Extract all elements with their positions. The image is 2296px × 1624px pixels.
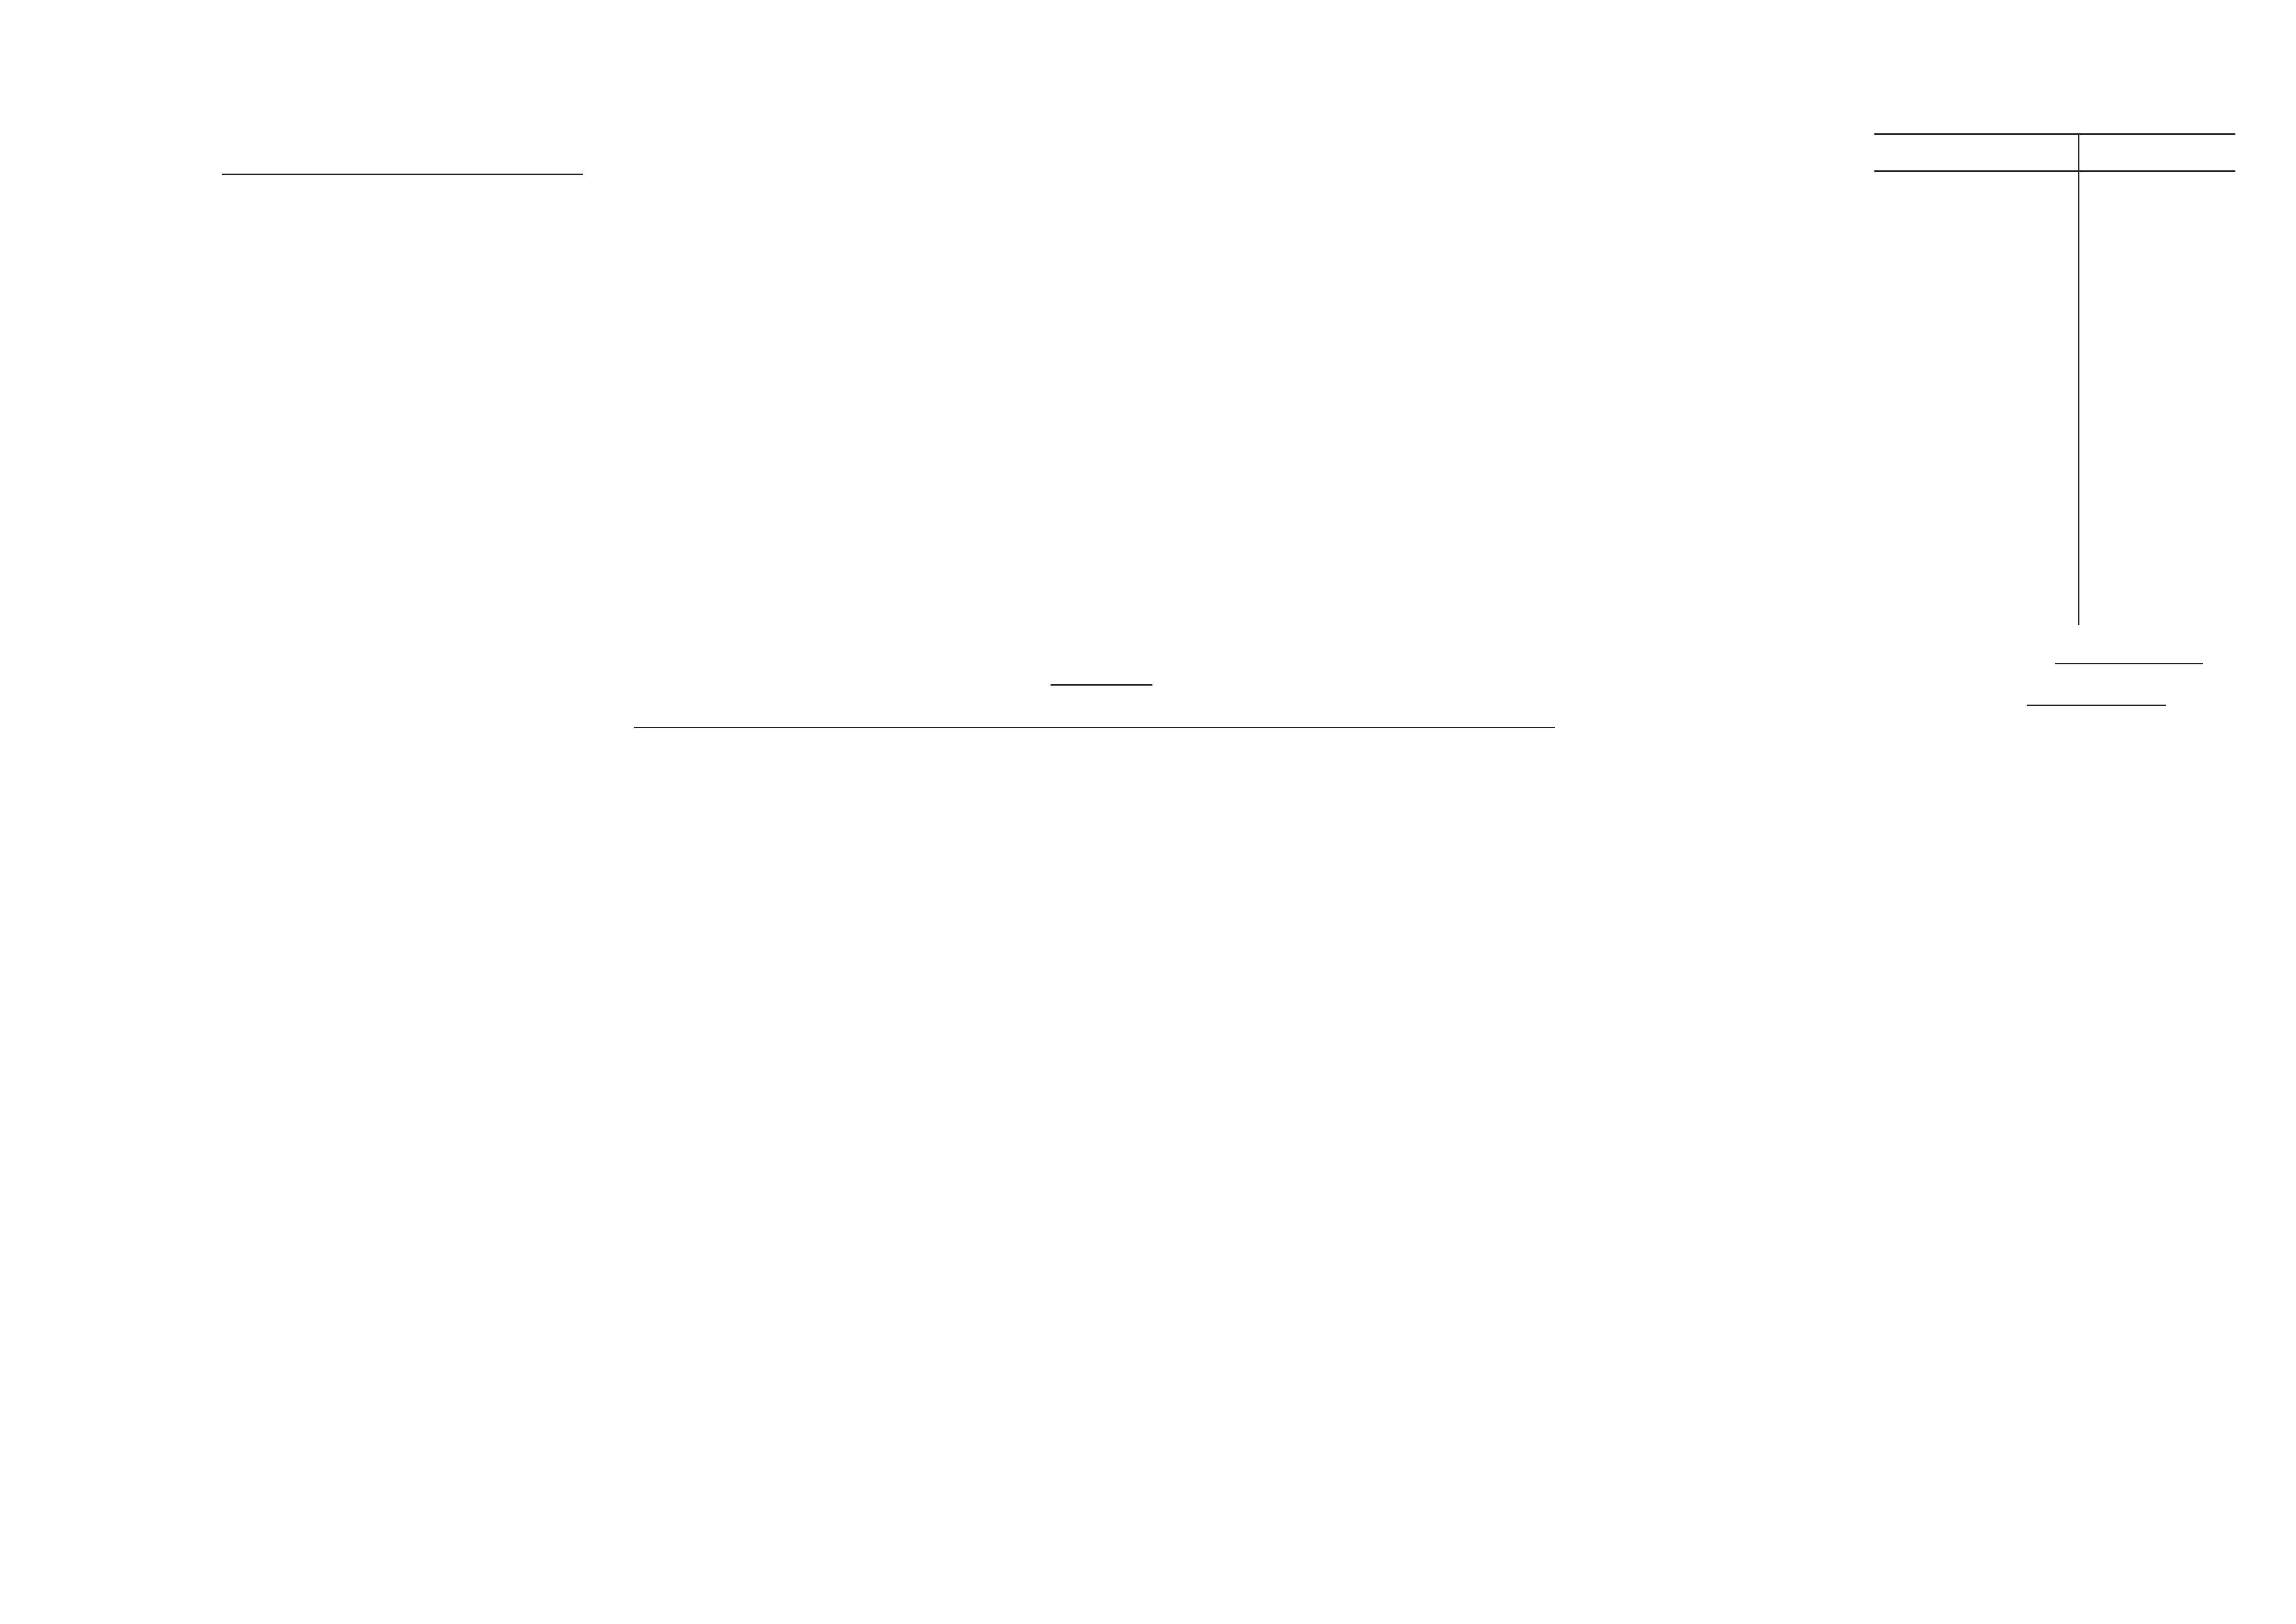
codes-top-line: [1874, 133, 2235, 135]
spec-number-line: [1051, 684, 1152, 686]
total-sheets-line: [2055, 663, 2203, 664]
chief-line: [222, 174, 583, 175]
document-code: [97, 56, 111, 85]
codes-form-line: [1874, 170, 2235, 172]
sheet-line: [2027, 705, 2166, 706]
spec-subject-line: [634, 727, 1555, 728]
codes-divider: [2078, 134, 2079, 625]
